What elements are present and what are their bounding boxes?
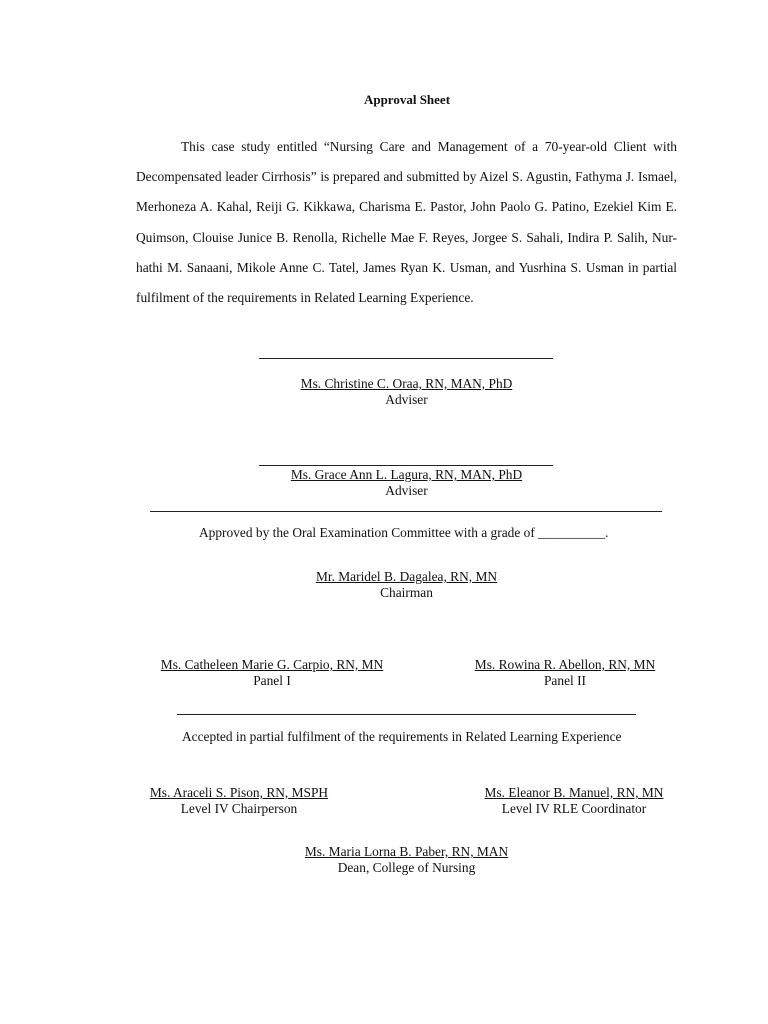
chairman-name: Mr. Maridel B. Dagalea, RN, MN xyxy=(315,569,498,584)
panel-2-role: Panel II xyxy=(543,673,587,688)
adviser-2-role: Adviser xyxy=(385,483,428,498)
level-chairperson-block xyxy=(124,785,354,817)
level-chairperson-role: Level IV Chairperson xyxy=(180,801,298,816)
acceptance-statement: Accepted in partial fulfilment of the requirements in Related Learning Experience xyxy=(182,729,622,744)
approval-statement: Approved by the Oral Examination Committee with a grade of __________. xyxy=(199,525,609,540)
rle-coordinator-block xyxy=(459,785,689,817)
dean-block xyxy=(200,844,613,876)
body-paragraph: This case study entitled “Nursing Care and Management of a 70-year-old Client with Decompensated leader Cirrhosis” is prepared and submitted by Aizel S. Agustin, Fathyma J. Ismael, Merhoneza A. Kahal, Reiji G. Kikkawa, Charisma E. Pastor, John Paolo G. Patino, Ezekiel Kim E. Quimson, Clouise Junice B. Renolla, Richelle Mae F. Reyes, Jorgee S. Sahali, Indira P. Salih, Nur-hathi M. Sanaani, Mikole Anne C. Tatel, James Ryan K. Usman, and Yusrhina S. Usman in partial fulfilment of the requirements in Related Learning Experience. xyxy=(136,139,677,306)
signature-line xyxy=(259,358,553,359)
level-chairperson-name: Ms. Araceli S. Pison, RN, MSPH xyxy=(149,785,329,800)
chairman-block xyxy=(200,569,613,601)
adviser-1-role: Adviser xyxy=(385,392,428,407)
adviser-block xyxy=(200,376,613,408)
adviser-2-name: Ms. Grace Ann L. Lagura, RN, MAN, PhD xyxy=(290,467,523,482)
dean-name: Ms. Maria Lorna B. Paber, RN, MAN xyxy=(304,844,509,859)
document-title: Approval Sheet xyxy=(363,92,451,107)
signature-line xyxy=(259,465,553,466)
section-divider xyxy=(150,511,662,512)
panel-1-role: Panel I xyxy=(253,673,291,688)
section-divider xyxy=(177,714,636,715)
panel-2-name: Ms. Rowina R. Abellon, RN, MN xyxy=(474,657,656,672)
adviser-1-name: Ms. Christine C. Oraa, RN, MAN, PhD xyxy=(300,376,513,391)
chairman-role: Chairman xyxy=(380,585,433,600)
panel-1-name: Ms. Catheleen Marie G. Carpio, RN, MN xyxy=(160,657,384,672)
dean-role: Dean, College of Nursing xyxy=(337,860,476,875)
rle-coordinator-role: Level IV RLE Coordinator xyxy=(501,801,647,816)
panel-2-block xyxy=(450,657,680,689)
adviser-block xyxy=(200,467,613,499)
rle-coordinator-name: Ms. Eleanor B. Manuel, RN, MN xyxy=(484,785,664,800)
panel-1-block xyxy=(131,657,413,689)
